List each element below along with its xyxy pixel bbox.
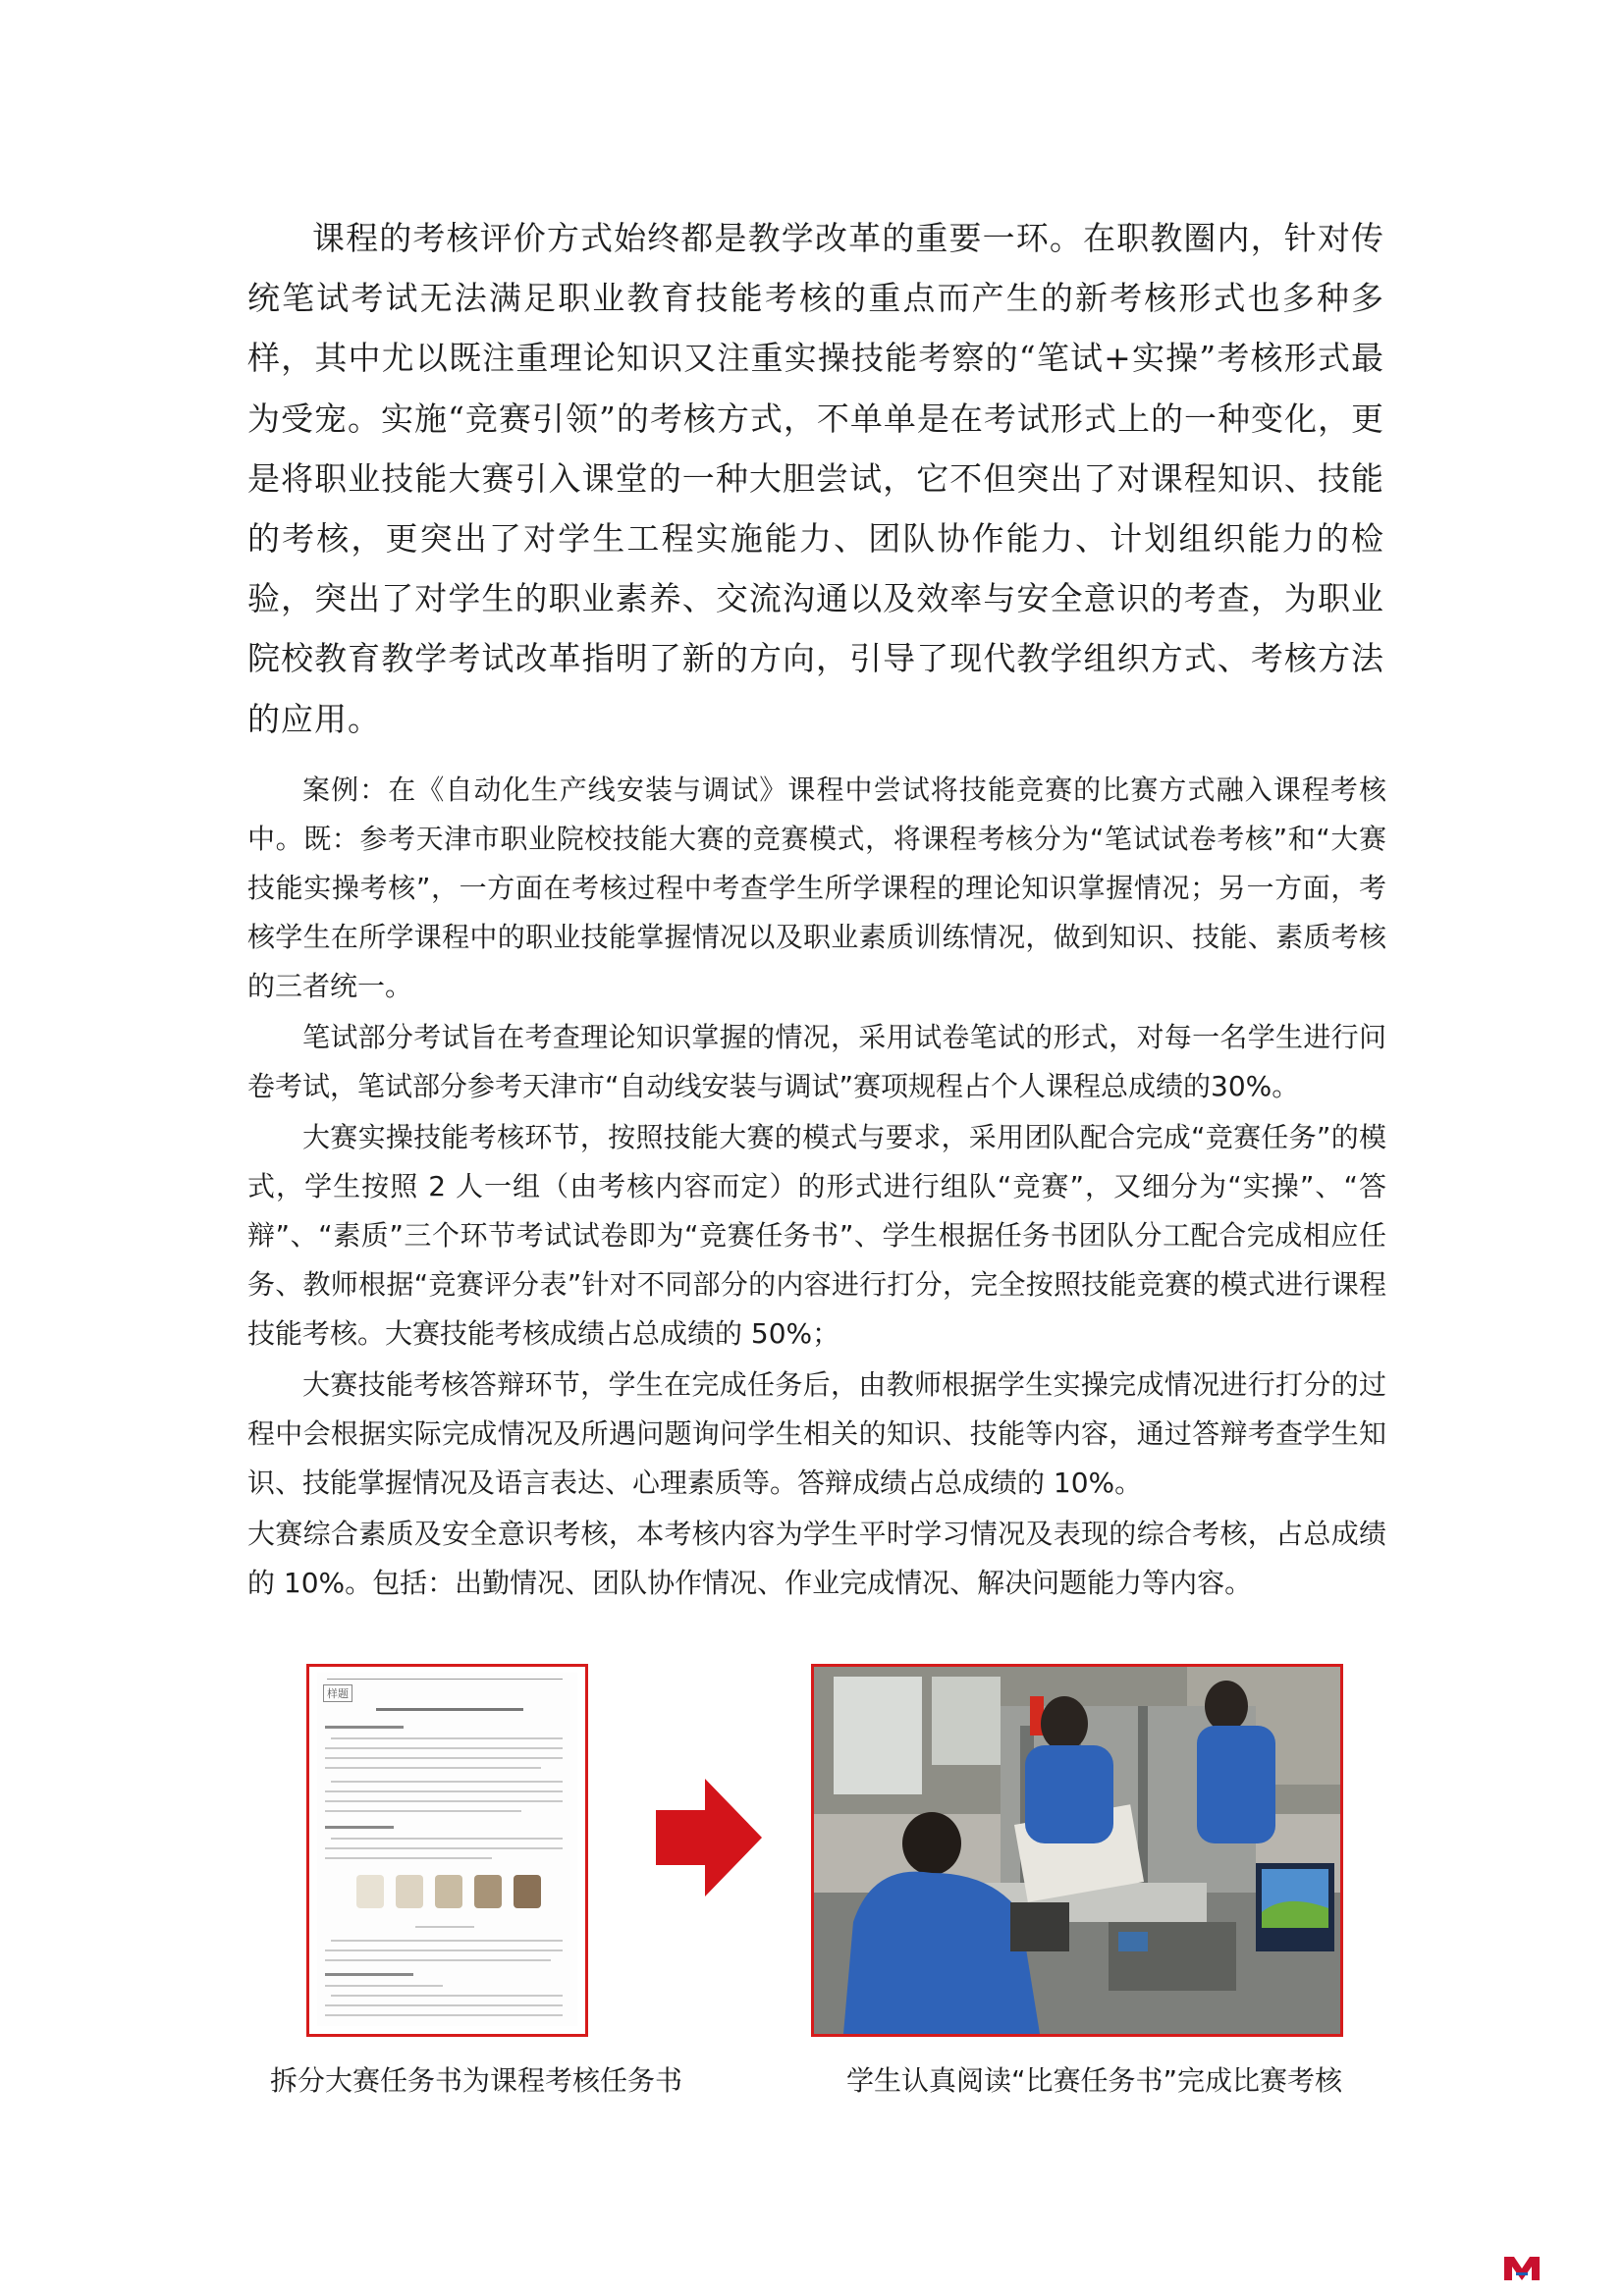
defense-paragraph: 大赛技能考核答辩环节，学生在完成任务后，由教师根据学生实操完成情况进行打分的过程中会根据实际完成情况及所遇问题询问学生相关的知识、技能等内容，通过答辩考查学生知识、技能掌握情况及语言表达、心理素质等。答辩成绩占总成绩的 10%。: [247, 1368, 1386, 1499]
quality-paragraph: 大赛综合素质及安全意识考核，本考核内容为学生平时学习情况及表现的综合考核，占总成绩的 10%。包括：出勤情况、团队协作情况、作业完成情况、解决问题能力等内容。: [247, 1518, 1386, 1599]
left-figure-caption: 拆分大赛任务书为课程考核任务书: [270, 2064, 683, 2097]
written-exam-paragraph: 笔试部分考试旨在考查理论知识掌握的情况，采用试卷笔试的形式，对每一名学生进行问卷考试，笔试部分参考天津市“自动线安装与调试”赛项规程占个人课程总成绩的30%。: [247, 1021, 1386, 1102]
students-photo: [814, 1667, 1340, 2034]
students-photo-figure: [811, 1664, 1343, 2037]
practical-exam-paragraph: 大赛实操技能考核环节，按照技能大赛的模式与要求，采用团队配合完成“竞赛任务”的模式，学生按照 2 人一组（由考核内容而定）的形式进行组队“竞赛”，又细分为“实操”、“答辩”、“素质”三个环节考试试卷即为“竞赛任务书”、学生根据任务书团队分工配合完成相应任务、教师根据“竞赛评分表”针对不同部分的内容进行打分，完全按照技能竞赛的模式进行课程技能考核。大赛技能考核成绩占总成绩的 50%；: [247, 1121, 1386, 1350]
task-document-thumbnail: [317, 1673, 577, 2026]
right-arrow-icon: [656, 1779, 762, 1896]
body-text: [247, 766, 1386, 1608]
intro-paragraph: 课程的考核评价方式始终都是教学改革的重要一环。在职教圈内，针对传统笔试考试无法满足职业教育技能考核的重点而产生的新考核形式也多种多样，其中尤以既注重理论知识又注重实操技能考察的“笔试+实操”考核形式最为受宠。实施“竞赛引领”的考核方式，不单单是在考试形式上的一种变化，更是将职业技能大赛引入课堂的一种大胆尝试，它不但突出了对课程知识、技能的考核，更突出了对学生工程实施能力、团队协作能力、计划组织能力的检验，突出了对学生的职业素养、交流沟通以及效率与安全意识的考查，为职业院校教育教学考试改革指明了新的方向，引导了现代教学组织方式、考核方法的应用。: [247, 219, 1384, 738]
m-logo-icon: [1502, 2253, 1542, 2282]
right-figure-caption: 学生认真阅读“比赛任务书”完成比赛考核: [846, 2064, 1343, 2097]
task-document-figure: [306, 1664, 588, 2037]
case-paragraph: 案例：在《自动化生产线安装与调试》课程中尝试将技能竞赛的比赛方式融入课程考核中。既：参考天津市职业院校技能大赛的竞赛模式，将课程考核分为“笔试试卷考核”和“大赛技能实操考核”，一方面在考核过程中考查学生所学课程的理论知识掌握情况；另一方面，考核学生在所学课程中的职业技能掌握情况以及职业素质训练情况，做到知识、技能、素质考核的三者统一。: [247, 774, 1386, 1002]
doc-tag: 样题: [323, 1684, 352, 1702]
